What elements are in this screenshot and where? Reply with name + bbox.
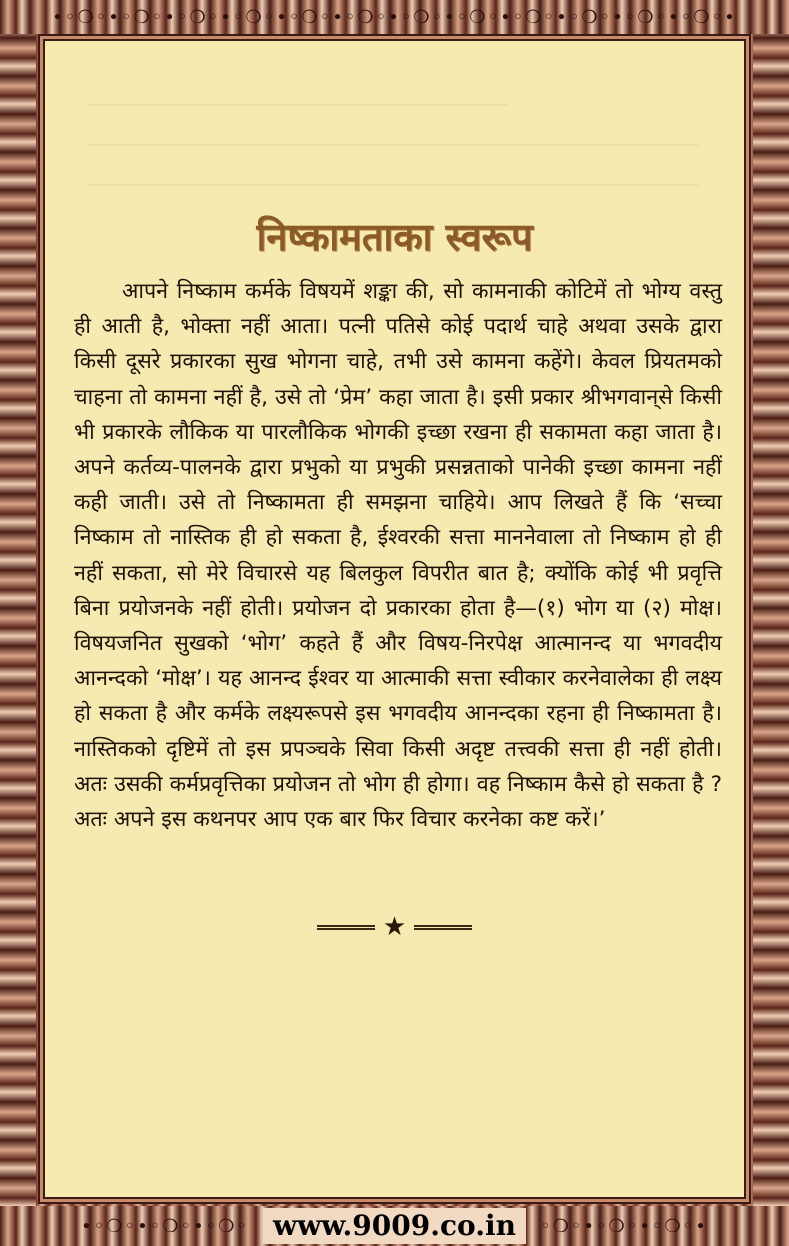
ornament-pattern-icon: ◦❍◦•◦❍◦•◦❍◦• <box>539 1215 708 1237</box>
page-title: निष्कामताका स्वरूप <box>256 215 533 259</box>
paragraph: आपने निष्काम कर्मके विषयमें शङ्का की, सो कामनाकी कोटिमें तो भोग्य वस्तु ही आती है, भोक्ता नहीं आता। पत्नी पतिसे कोई पदार्थ चाहे अथवा उसके द्वारा किसी दूसरे प्रकारका सुख भोगना चाहे, तभी उसे कामना कहेंगे। केवल प्रियतमको चाहना तो कामना नहीं है, उसे तो ‘प्रेम’ कहा जाता है। इसी प्रकार श्रीभगवान्‌से किसी भी प्रकारके लौकिक या पारलौकिक भोगकी इच्छा रखना ही सकामता कहा जाता है। अपने कर्तव्य-पालनके द्वारा प्रभुको या प्रभुकी प्रसन्नताको पानेकी इच्छा कामना नहीं कही जाती। उसे तो निष्कामता ही समझना चाहिये। आप लिखते हैं कि ‘सच्चा निष्काम तो नास्तिक ही हो सकता है, ईश्वरकी सत्ता माननेवाला तो निष्काम हो ही नहीं सकता, सो मेरे विचारसे यह बिलकुल विपरीत बात है; क्योंकि कोई भी प्रवृत्ति बिना प्रयोजनके नहीं होती। प्रयोजन दो प्रकारका होता है—(१) भोग या (२) मोक्ष। विषयजनित सुखको ‘भोग’ कहते हैं और विषय-निरपेक्ष आत्मानन्द या भगवदीय आनन्दको ‘मोक्ष’। यह आनन्द ईश्वर या आत्माकी सत्ता स्वीकार करनेवालेका ही लक्ष्य हो सकता है और कर्मके लक्ष्यरूपसे इस भगवदीय आनन्दका रहना ही निष्कामता है। नास्तिकको दृष्टिमें तो इस प्रपञ्चके सिवा किसी अदृष्ट तत्त्वकी सत्ता ही नहीं होती। अतः उसकी कर्मप्रवृत्तिका प्रयोजन तो भोग ही होगा। वह निष्काम कैसे हो सकता है ? अतः अपने इस कथनपर आप एक बार फिर विचार करनेका कष्ट करें।’ <box>74 279 722 833</box>
separator-line <box>317 925 375 930</box>
website-link[interactable]: www.9009.co.in <box>263 1208 526 1244</box>
frame-left-border <box>0 0 36 1246</box>
frame-top-border <box>0 0 789 34</box>
star-icon: ★ <box>382 912 407 942</box>
bleed-through-line <box>88 104 508 106</box>
frame-right-border <box>753 0 789 1246</box>
separator-line <box>414 925 472 930</box>
footer <box>81 1208 708 1244</box>
book-page <box>38 34 751 1204</box>
ornament-pattern-icon: •◦❍◦•◦❍◦•◦❍◦ <box>81 1215 250 1237</box>
ornament-pattern-icon: •◦❍◦•◦❍◦•◦❍◦•◦❍◦•◦❍◦•◦❍◦•◦❍◦•◦❍◦•◦❍◦•◦❍◦•◦❍◦•◦❍◦• <box>52 6 737 28</box>
bleed-through-line <box>88 184 698 186</box>
article-body <box>74 274 722 837</box>
bleed-through-line <box>88 144 698 146</box>
section-separator <box>38 914 751 940</box>
frame-bottom-border <box>0 1206 789 1246</box>
